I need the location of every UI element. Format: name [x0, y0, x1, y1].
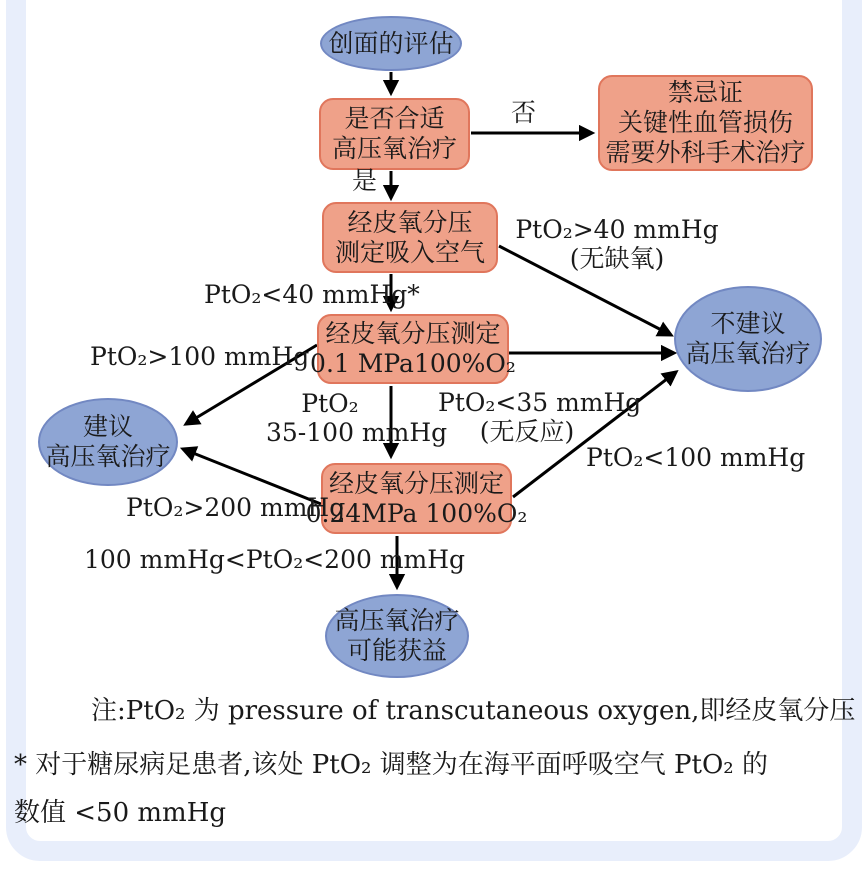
node-assessment-label: 创面的评估	[328, 28, 454, 58]
node-possible-benefit-line2: 可能获益	[346, 636, 447, 665]
node-contraindication-line2: 关键性血管损伤	[617, 108, 793, 137]
edge-label-no: 否	[511, 98, 537, 127]
node-assessment	[320, 16, 462, 71]
edge-label-pto-gt100: PtO₂>100 mmHg	[90, 342, 310, 371]
note-threshold-value: 数值 <50 mmHg	[14, 798, 227, 828]
node-tcpo2-024mpa	[305, 463, 528, 534]
node-not-recommend	[674, 286, 822, 392]
edge-label-pto-gt40-line1: PtO₂>40 mmHg	[515, 215, 719, 244]
node-suitable-line2: 高压氧治疗	[331, 134, 457, 163]
node-contraindication	[598, 75, 813, 171]
edge-label-pto-lt100: PtO₂<100 mmHg	[586, 443, 806, 472]
edge-label-pto-lt35-line1: PtO₂<35 mmHg	[438, 388, 642, 417]
edge-label-pto-lt40: PtO₂<40 mmHg*	[204, 280, 420, 309]
edge-label-pto-gt40-line2: (无缺氧)	[569, 243, 665, 273]
edge-label-range-100-200: 100 mmHg<PtO₂<200 mmHg	[84, 545, 466, 574]
node-tcpo2-air-line1: 经皮氧分压	[347, 207, 473, 237]
node-tcpo2-air	[322, 202, 498, 273]
node-recommend-line1: 建议	[82, 412, 133, 441]
note-definition: 注:PtO₂ 为 pressure of transcutaneous oxygen,即经皮氧分压	[91, 696, 856, 726]
node-not-recommend-line2: 高压氧治疗	[685, 339, 811, 368]
node-not-recommend-line1: 不建议	[710, 309, 786, 338]
edge-label-pto-35-100-line1: PtO₂	[301, 389, 359, 418]
node-suitable	[319, 98, 470, 170]
node-contraindication-line3: 需要外科手术治疗	[605, 138, 806, 167]
note-diabetic-foot: * 对于糖尿病足患者,该处 PtO₂ 调整为在海平面呼吸空气 PtO₂ 的	[14, 750, 768, 780]
node-tcpo2-01mpa-line1: 经皮氧分压测定	[325, 319, 501, 348]
node-tcpo2-01mpa	[310, 314, 516, 384]
edge-label-pto-gt40	[512, 216, 722, 273]
node-suitable-line1: 是否合适	[344, 104, 445, 133]
edge-label-pto-lt35	[438, 388, 642, 446]
node-possible-benefit	[325, 594, 469, 678]
node-recommend-line2: 高压氧治疗	[45, 442, 171, 471]
node-tcpo2-air-line2: 测定吸入空气	[334, 237, 485, 267]
node-tcpo2-01mpa-line2: 0.1 MPa100%O₂	[310, 349, 516, 378]
node-tcpo2-024mpa-line2: 0.24MPa 100%O₂	[305, 498, 528, 528]
edge-label-yes: 是	[352, 166, 378, 195]
node-contraindication-line1: 禁忌证	[667, 78, 743, 107]
edge-label-pto-lt35-line2: (无反应)	[479, 416, 575, 446]
edge-label-pto-35-100	[266, 389, 448, 447]
edge-label-pto-35-100-line2: 35-100 mmHg	[266, 417, 448, 447]
node-possible-benefit-line1: 高压氧治疗	[334, 606, 460, 635]
node-tcpo2-024mpa-line1: 经皮氧分压测定	[328, 468, 504, 498]
node-recommend	[38, 398, 178, 486]
edge-label-pto-gt200: PtO₂>200 mmHg	[126, 493, 346, 522]
